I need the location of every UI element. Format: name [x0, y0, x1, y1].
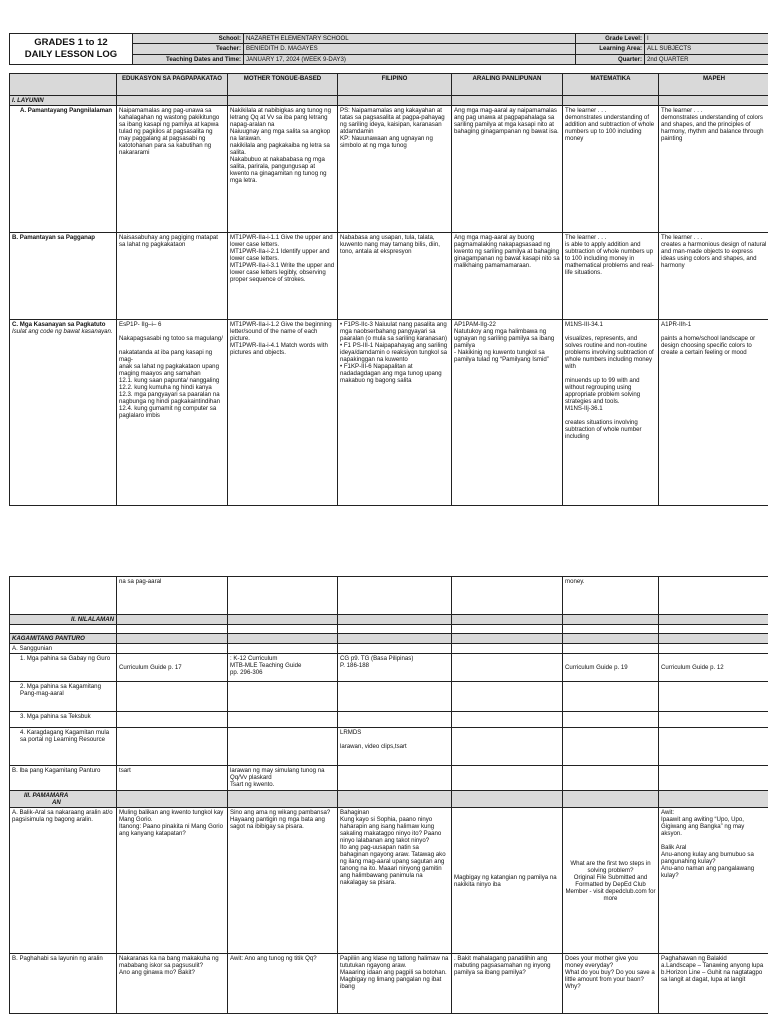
section-nilalaman: II. NILALAMAN	[10, 615, 117, 625]
cell-cont-esp: na sa pag-aaral	[117, 577, 228, 615]
row-label-balik-aral: A. Balik-Aral sa nakaraang aralin at/o pagsisimula ng bagong aralin.	[10, 808, 117, 954]
header-blank	[10, 74, 117, 96]
cell-gabay-fil: CG p9. TG (Basa Pilipinas) P. 186-188	[338, 654, 452, 682]
cell-cont-mtb	[228, 577, 338, 615]
row-label-teksbuk: 3. Mga pahina sa Teksbuk	[10, 712, 117, 728]
row-label-portal: 4. Karagdagang Kagamitan mula sa portal ng Learning Resource	[10, 728, 117, 766]
row-label-sanggunian: A. Sanggunian	[10, 644, 117, 654]
area-label: Learning Area:	[576, 44, 645, 54]
cell-pamantayang-mtb: Nakikilala at nabibigkas ang tunog ng letrang Qq at Vv sa iba pang letrang napag-aralan na Naiuugnay ang mga salita sa angkop na larawan. nakikilala ang pagkakaiba ng letra sa salita. Nakabubuo at nakababasa ng mga salita, parirala, pangungusap at kwento na ginagamitan ng tunog ng mga letra.	[228, 106, 338, 233]
cell-cont-fil	[338, 577, 452, 615]
cell-pagganap-ap: Ang mga mag-aaral ay buong pagmamalaking nakapagsasaad ng kwento ng sariling pamilya at bahaging ginagampanan ng bawat kasapi nito sa malikhaing pamamamaraan.	[452, 233, 563, 320]
cell-kasanayan-fil: • F1PS-IIc-3 Naiuulat nang pasalita ang mga naobserbahang pangyayari sa paaralan (o mula sa sariling karanasan) • F1 PS-III-1 Naipapahayag ang sariling ideya/damdamin o reaksiyon tungkol sa napakinggan na kuwento • F1KP-III-6 Napapalitan at nadadagdagan ang mga tunog upang makabuo ng bagong salita	[338, 320, 452, 506]
col-header-mapeh: MAPEH	[659, 74, 768, 96]
cell-portal-ap	[452, 728, 563, 766]
cell-balik-mtb: Sino ang ama ng wikang pambansa? Hayaang pantigin ng mga bata ang sagot na ibibigay sa pisara.	[228, 808, 338, 954]
cell-pagganap-math: The learner . . . is able to apply addition and subtraction of whole numbers up to 100 including money in mathematical problems and real- life situations.	[563, 233, 659, 320]
dates-label: Teaching Dates and Time:	[133, 54, 244, 64]
cell-paghahabi-math: Does your mother give you money everyday? What do you buy? Do you save a little amount from your baon? Why?	[563, 954, 659, 1014]
objectives-table	[9, 73, 768, 506]
cell-portal-mapeh	[659, 728, 768, 766]
cell-iba-esp: tsart	[117, 766, 228, 791]
col-header-esp: EDUKASYON SA PAGPAPAKATAO	[117, 74, 228, 96]
row-label-paghahabi: B. Paghahabi sa layunin ng aralin	[10, 954, 117, 1014]
section-layunin: I. LAYUNIN	[10, 96, 117, 106]
cell-kasanayan-math: M1NS-III-34.1 visualizes, represents, and solves routine and non-routine problems involving subtraction of whole numbers including money with minuends up to 99 with and without regrouping using appropriate problem solving strategies and tools. M1NS-IIj-36.1 creates situations involving subtraction of whole number including	[563, 320, 659, 506]
cell-pagganap-esp: Naisasabuhay ang pagiging matapat sa lahat ng pagkakataon	[117, 233, 228, 320]
cell-pamantayang-esp: Naipamamalas ang pag-unawa sa kahalagahan ng wastong pakikitungo sa ibang kasapi ng pamilya at kapwa tulad ng pagkilos at pagsasalita ng may paggalang at pagsasabi ng katotohanan para sa kabutihan ng nakararami	[117, 106, 228, 233]
area-value: ALL SUBJECTS	[645, 44, 768, 54]
school-label: School:	[133, 34, 244, 44]
cell-kasanayan-ap: AP1PAM-IIg-22 Natutukoy ang mga halimbawa ng ugnayan ng sariling pamilya sa ibang pamilya - Nakikinig ng kuwento tungkol sa pamilya tulad ng “Pamilyang Ismid”	[452, 320, 563, 506]
cell-kasanayan-esp: EsP1P- IIg–i– 6 Nakapagsasabi ng totoo sa magulang/ nakatatanda at iba pang kasapi ng mag- anak sa lahat ng pagkakataon upang maging maayos ang samahan 12.1. kung saan papunta/ nanggaling 12.2. kung kumuha ng hindi kanya 12.3. mga pangyayari sa paaralan na nagbunga ng hindi pagkakaintindihan 12.4. kung gumamit ng computer sa paglalaro imbis	[117, 320, 228, 506]
cell-kasanayan-mapeh: A1PR-IIh-1 paints a home/school landscape or design choosing specific colors to create a certain feeling or mood	[659, 320, 768, 506]
cell-portal-mtb	[228, 728, 338, 766]
cell-pagganap-fil: Nababasa ang usapan, tula, talata, kuwento nang may tamang bilis, diin, tono, antala at ekspresyon	[338, 233, 452, 320]
cell-balik-math: What are the first two steps in solving problem? Original File Submitted and Formatted by DepEd Club Member - visit depedclub.com for more	[563, 808, 659, 954]
grade-label: Grade Level:	[576, 34, 645, 44]
cell-iba-mtb: larawan ng may simulang tunog na Qq/Vv plaskard Tsart ng kwento.	[228, 766, 338, 791]
quarter-label: Quarter:	[576, 54, 645, 64]
doc-title: GRADES 1 to 12 DAILY LESSON LOG	[10, 34, 133, 65]
cell-pamantayang-ap: Ang mga mag-aaral ay naipamamalas ang pag unawa at pagpapahalaga sa sariling pamilya at mga kasapi nito at bahaging ginagampanan ng bawat isa.	[452, 106, 563, 233]
col-header-ap: ARALING PANLIPUNAN	[452, 74, 563, 96]
col-header-math: MATEMATIKA	[563, 74, 659, 96]
cell-balik-mapeh: Awit: Ipaawit ang awiting “Upo, Upo, Gigiwang ang Bangka” ng may aksyon. Balik Aral Anu-anong kulay ang bumubuo sa pangunahing kulay? Anu-ano naman ang pangalawang kulay?	[659, 808, 768, 954]
content-table	[9, 576, 768, 1014]
grade-value: I	[645, 34, 768, 44]
cell-pamantayang-math: The learner . . . demonstrates understanding of addition and subtraction of whole numbers up to 100 including money	[563, 106, 659, 233]
cell-balik-fil: Bahaginan Kung kayo si Sophia, paano ninyo haharapin ang isang halimaw kung sakaling makatagpo ninyo ito? Paano ninyo lalabanan ang takot ninyo? Ito ang pag-uusapan natin sa bahaginan ngayong araw. Tatawag ako ng ilang mag-aaral upang sagutan ang tanong na ito. Maaari ninyong gamitin ang halimbawang panimula na nakalagay sa pisara.	[338, 808, 452, 954]
cell-gabay-esp: Curriculum Guide p. 17	[117, 654, 228, 682]
cell-cont-mapeh	[659, 577, 768, 615]
row-label-kasanayan: C. Mga Kasanayan sa Pagkatuto Isulat ang code ng bawat kasanayan.	[10, 320, 117, 506]
cell-pamantayang-mapeh: The learner . . . demonstrates understanding of colors and shapes, and the principles of harmony, rhythm and balance through painting	[659, 106, 768, 233]
cell-iba-ap	[452, 766, 563, 791]
cell-balik-ap: Magbigay ng katangian ng pamilya na nakikita ninyo iba	[452, 808, 563, 954]
cell-paghahabi-esp: Nakaranas ka na bang makakuha ng mababang iskor sa pagsusulit? Ano ang ginawa mo? Bakit?	[117, 954, 228, 1014]
cell-iba-fil	[338, 766, 452, 791]
cell-balik-esp: Muling balikan ang kwento tungkol kay Mang Gorio. Itanong: Paano pinakita ni Mang Gorio ang kanyang katapatan?	[117, 808, 228, 954]
cell-cont-math: money.	[563, 577, 659, 615]
cell-paghahabi-fil: Papiliin ang klase ng tatlong halimaw na tututukan ngayong araw. Maaaring idaan ang pagpili sa botohan. Magbigay ng limang pangalan ng ibat ibang	[338, 954, 452, 1014]
cell-portal-fil: LRMDS larawan, video clips,tsart	[338, 728, 452, 766]
cell-portal-esp	[117, 728, 228, 766]
cell-cont-ap	[452, 577, 563, 615]
row-label-pang-mag-aaral: 2. Mga pahina sa Kagamitang Pang-mag-aaral	[10, 682, 117, 712]
cell-kasanayan-mtb: MT1PWR-IIa-i-1.2 Give the beginning letter/sound of the name of each picture. MT1PWR-IIa-i-4.1 Match words with pictures and objects.	[228, 320, 338, 506]
section-kagamitan: KAGAMITANG PANTURO	[10, 634, 117, 644]
cell-paghahabi-ap: . Bakit mahalagang panatilihin ang mabuting pagsasamahan ng inyong pamilya sa ibang pamilya?	[452, 954, 563, 1014]
row-label-iba-pa: B. Iba pang Kagamitang Panturo	[10, 766, 117, 791]
cell-pagganap-mapeh: The learner . . . creates a harmonious design of natural and man-made objects to express ideas using colors and shapes, and harmony	[659, 233, 768, 320]
quarter-value: 2nd QUARTER	[645, 54, 768, 64]
dates-value: JANUARY 17, 2024 (WEEK 9-DAY3)	[244, 54, 576, 64]
col-header-mtb: MOTHER TONGUE-BASED	[228, 74, 338, 96]
cell-iba-mapeh	[659, 766, 768, 791]
row-label-gabay: 1. Mga pahina sa Gabay ng Guro	[10, 654, 117, 682]
row-label-pamantayang: A. Pamantayang Pangnilalaman	[10, 106, 117, 233]
cell-gabay-math: Curriculum Guide p. 19	[563, 654, 659, 682]
cell-pagganap-mtb: MT1PWR-IIa-i-1.1 Give the upper and lower case letters. MT1PWR-IIa-i-2.1 Identify upper and lower case letters. MT1PWR-IIa-i-3.1 Write the upper and lower case letters legibly, observing proper sequence of strokes.	[228, 233, 338, 320]
cell-gabay-mtb: : K-12 Curriculum MTB-MLE Teaching Guide pp. 296-306	[228, 654, 338, 682]
row-label-pagganap: B. Pamantayan sa Pagganap	[10, 233, 117, 320]
cell-pamantayang-fil: PS: Naipamamalas ang kakayahan at tatas sa pagsasalita at pagpa-pahayag ng sariling ideya, kaisipan, karanasan atdamdamin KP: Nauunawaan ang ugnayan ng simbolo at ng mga tunog	[338, 106, 452, 233]
section-pamamaraan: III. PAMAMARA AN	[10, 791, 117, 808]
cell-gabay-mapeh: Curriculum Guide p. 12	[659, 654, 768, 682]
cell-paghahabi-mtb: Awit: Ano ang tunog ng titik Qq?	[228, 954, 338, 1014]
col-header-filipino: FILIPINO	[338, 74, 452, 96]
cell-iba-math	[563, 766, 659, 791]
header-table	[9, 33, 768, 65]
cell-paghahabi-mapeh: Paghahawan ng Balakid a.Landscape – Tanawing anyong lupa b.Horizon Line – Guhit na nagtatagpo sa langit at dagat, lupa at langit	[659, 954, 768, 1014]
cell-portal-math	[563, 728, 659, 766]
school-value: NAZARETH ELEMENTARY SCHOOL	[244, 34, 576, 44]
cell-gabay-ap	[452, 654, 563, 682]
teacher-value: BENIEDITH D. MAGAYES	[244, 44, 576, 54]
teacher-label: Teacher:	[133, 44, 244, 54]
